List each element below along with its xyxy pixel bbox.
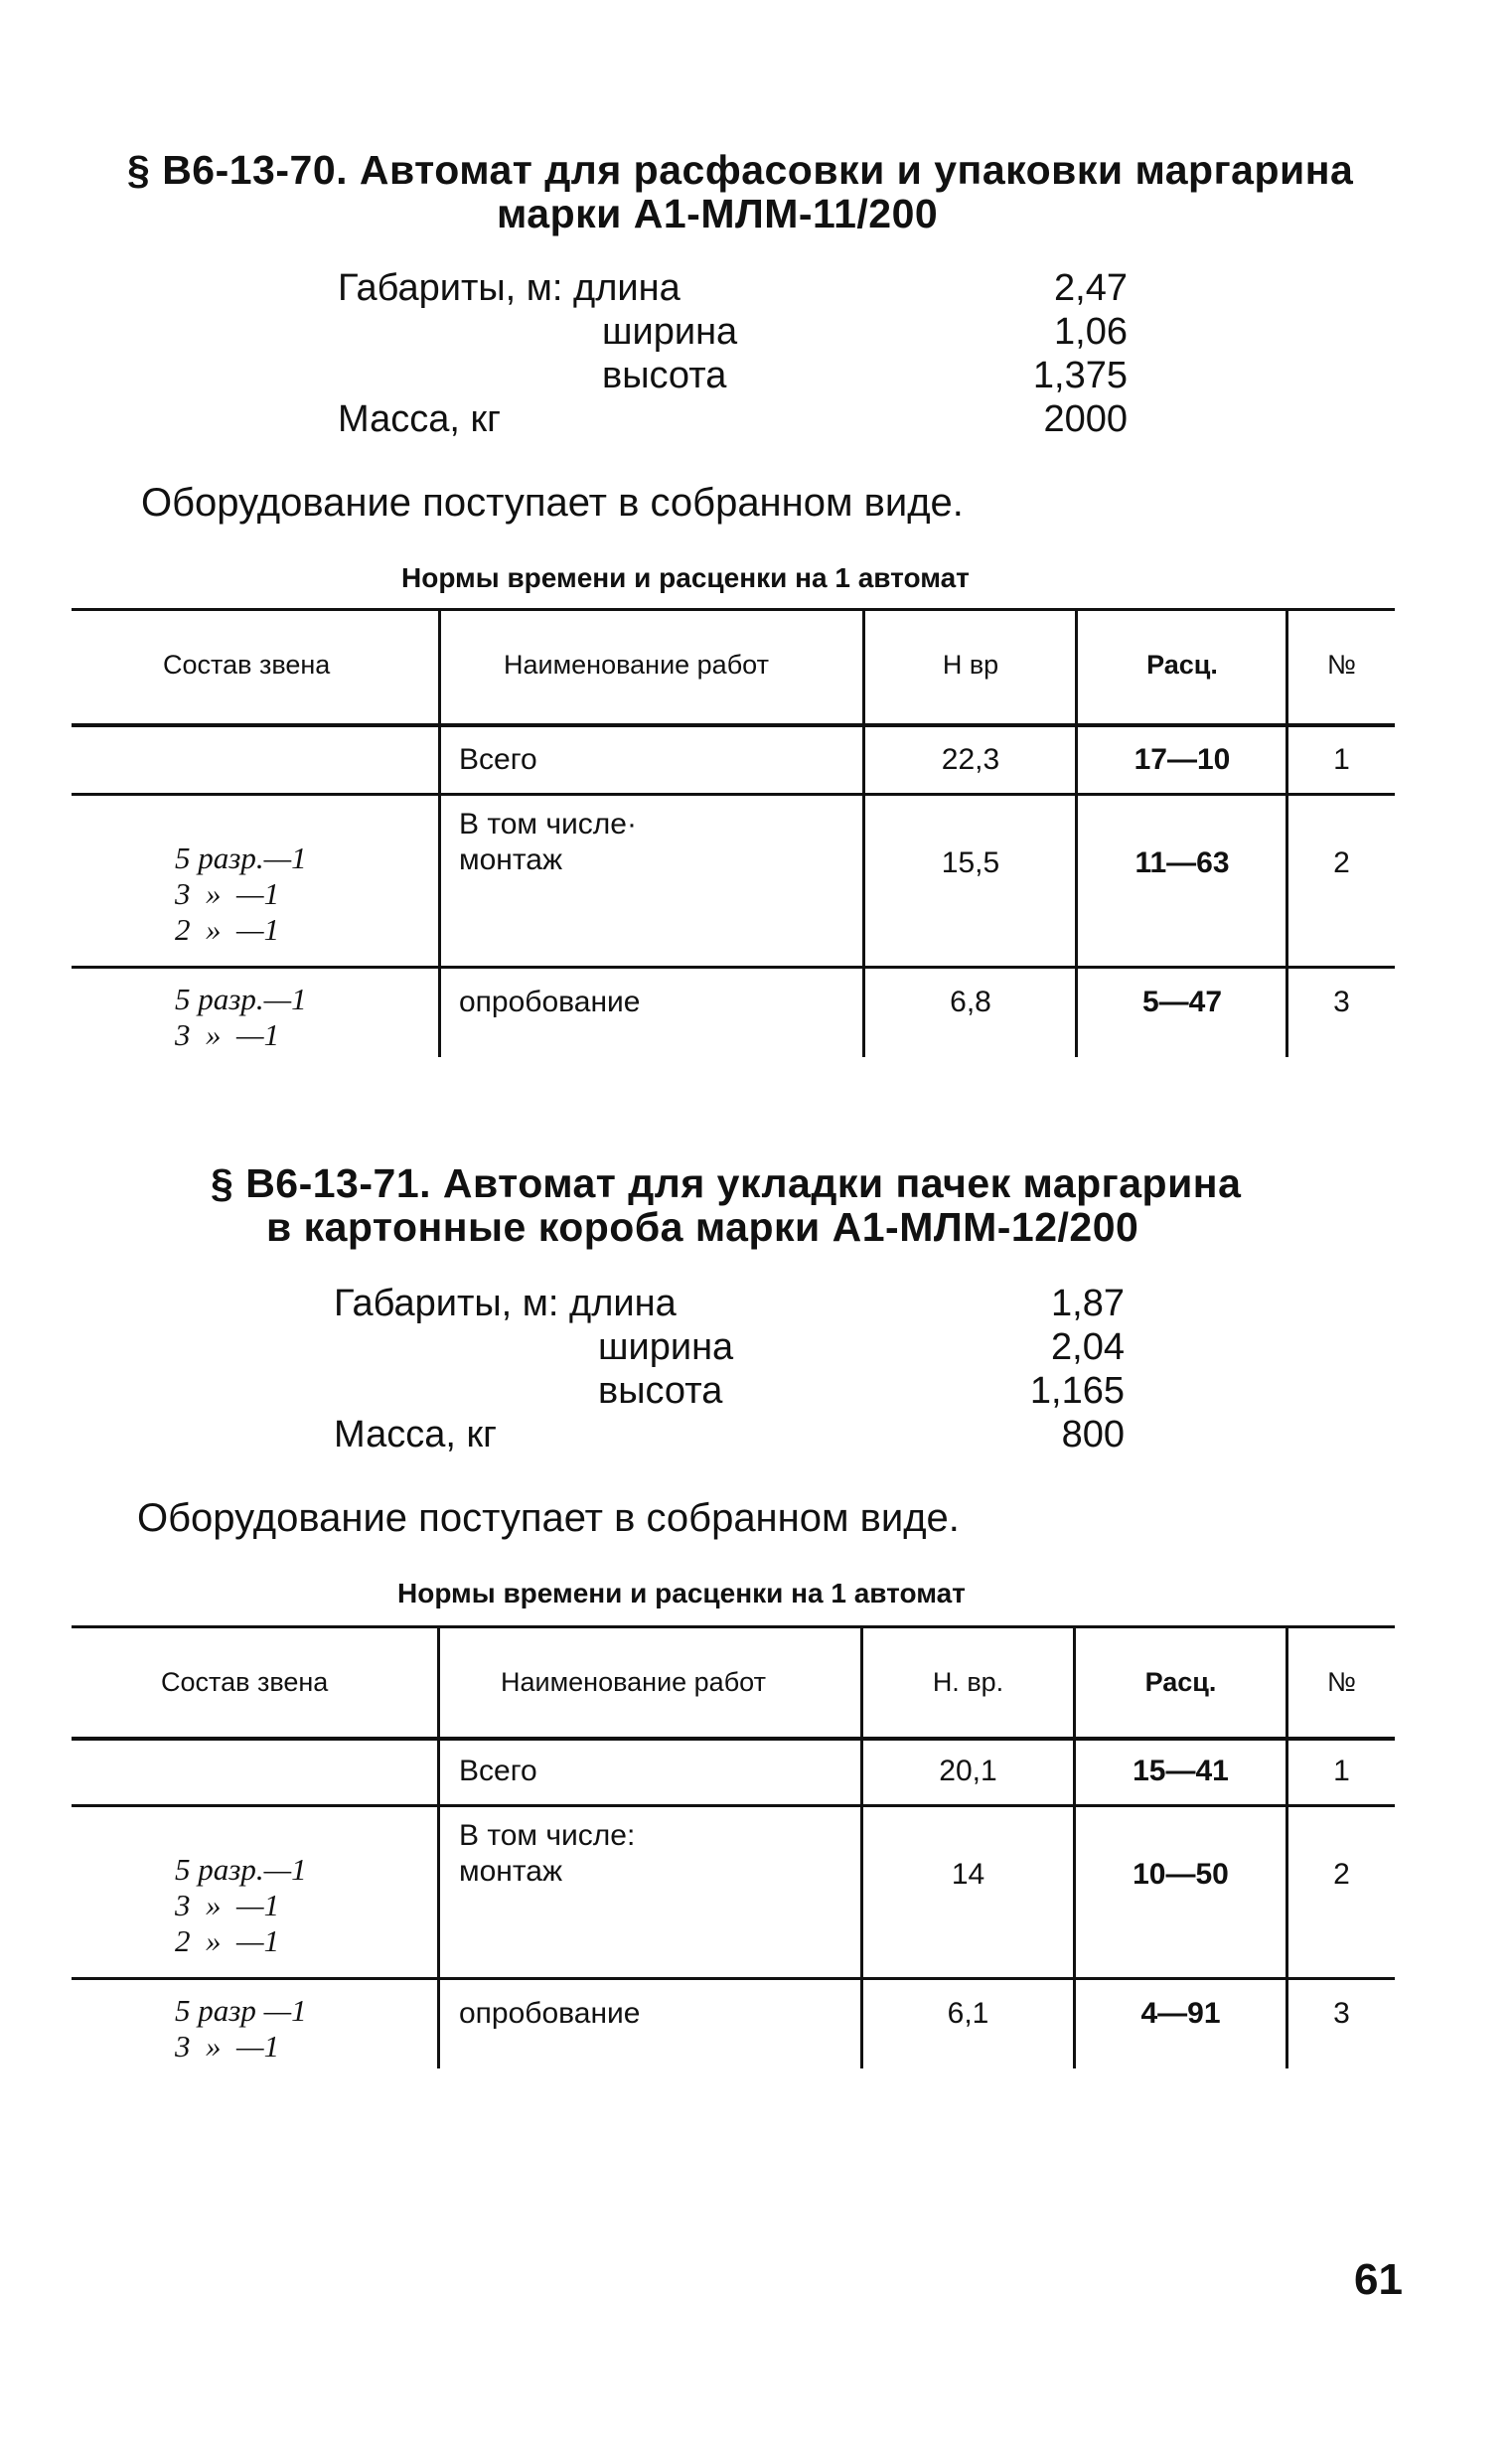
massa-label: Масса, кг	[334, 1414, 497, 1455]
vysota-value: 1,165	[1029, 1370, 1125, 1412]
shirina-value: 2,04	[1051, 1326, 1125, 1368]
table-row-rule	[72, 1977, 1395, 1980]
table-row-rule	[72, 793, 1395, 796]
equipment-note: Оборудование поступает в собранном виде.	[141, 481, 964, 525]
table-top-rule	[72, 608, 1395, 611]
col-header-no: №	[1327, 1667, 1356, 1697]
gabarity-label: Габариты, м: длина	[334, 1283, 677, 1324]
dlina-value: 2,47	[1054, 267, 1128, 309]
table-row-work: В том числе· монтаж	[459, 808, 637, 876]
table-row-nvr: 6,8	[950, 986, 991, 1018]
massa-label: Масса, кг	[338, 398, 501, 440]
table-top-rule	[72, 1625, 1395, 1628]
table-row-no: 2	[1333, 846, 1350, 879]
gabarity-label: Габариты, м: длина	[338, 267, 680, 309]
col-header-rasc: Расц.	[1146, 650, 1218, 680]
col-header-crew: Состав звена	[161, 1667, 329, 1697]
table-row-nvr: 6,1	[947, 1997, 989, 2030]
table-row-work: опробование	[459, 1997, 641, 2030]
table-row-crew: 5 разр —1 3 » —1	[175, 1993, 307, 2064]
table-row-rasc: 11—63	[1134, 846, 1230, 879]
table-row-nvr: 20,1	[939, 1755, 997, 1787]
table-row-work: Всего	[459, 743, 537, 776]
section-title-line2: марки А1-МЛМ-11/200	[497, 191, 939, 236]
col-header-nvr: Н вр	[942, 650, 999, 680]
table-row-rasc: 15—41	[1133, 1755, 1229, 1787]
col-header-rasc: Расц.	[1144, 1667, 1217, 1697]
col-header-nvr: Н. вр.	[932, 1667, 1004, 1697]
col-header-no: №	[1327, 650, 1356, 680]
table-row-rasc: 5—47	[1141, 986, 1223, 1018]
table-row-work: В том числе: монтаж	[459, 1819, 636, 1888]
table-row-rasc: 4—91	[1140, 1997, 1221, 2030]
massa-value: 800	[1061, 1414, 1125, 1455]
table-row-rule	[72, 1804, 1395, 1807]
col-header-crew: Состав звена	[163, 650, 331, 680]
table-row-nvr: 22,3	[941, 743, 1000, 776]
table-header-rule	[72, 1737, 1395, 1741]
table-row-rasc: 10—50	[1133, 1858, 1229, 1891]
col-header-work: Наименование работ	[501, 1667, 766, 1697]
table-row-nvr: 15,5	[941, 846, 1000, 879]
table-row-rasc: 17—10	[1134, 743, 1231, 776]
table-row-no: 3	[1333, 986, 1350, 1018]
table-col-divider	[438, 608, 441, 1057]
table-row-work: опробование	[459, 986, 641, 1018]
equipment-note: Оборудование поступает в собранном виде.	[137, 1496, 960, 1540]
table-row-crew: 5 разр.—1 3 » —1 2 » —1	[175, 841, 307, 947]
table-col-divider	[437, 1625, 440, 2068]
norms-table	[72, 1625, 1395, 2068]
vysota-label: высота	[598, 1370, 723, 1412]
norms-table	[72, 608, 1395, 1057]
table-row-no: 2	[1333, 1858, 1350, 1891]
table-title: Нормы времени и расценки на 1 автомат	[397, 1578, 966, 1608]
table-row-crew: 5 разр.—1 3 » —1	[175, 982, 307, 1052]
table-col-divider	[862, 608, 865, 1057]
shirina-label: ширина	[598, 1326, 734, 1368]
table-row-no: 1	[1333, 743, 1350, 776]
table-row-no: 1	[1333, 1755, 1350, 1787]
table-row-nvr: 14	[951, 1858, 985, 1891]
shirina-value: 1,06	[1054, 311, 1128, 353]
section-title-line2: в картонные короба марки А1-МЛМ-12/200	[266, 1204, 1139, 1250]
col-header-work: Наименование работ	[504, 650, 769, 680]
massa-value: 2000	[1043, 398, 1128, 440]
table-title: Нормы времени и расценки на 1 автомат	[401, 562, 970, 593]
table-row-rule	[72, 966, 1395, 969]
section-title-line1: § В6-13-71. Автомат для укладки пачек маргарина	[211, 1160, 1242, 1206]
table-row-no: 3	[1333, 1997, 1350, 2030]
vysota-label: высота	[602, 355, 727, 396]
section-title-line1: § В6-13-70. Автомат для расфасовки и упаковки маргарина	[127, 147, 1354, 193]
table-header-rule	[72, 723, 1395, 727]
dlina-value: 1,87	[1051, 1283, 1125, 1324]
vysota-value: 1,375	[1032, 355, 1128, 396]
page-number: 61	[1354, 2255, 1403, 2304]
table-row-crew: 5 разр.—1 3 » —1 2 » —1	[175, 1852, 307, 1958]
table-row-work: Всего	[459, 1755, 537, 1787]
shirina-label: ширина	[602, 311, 738, 353]
